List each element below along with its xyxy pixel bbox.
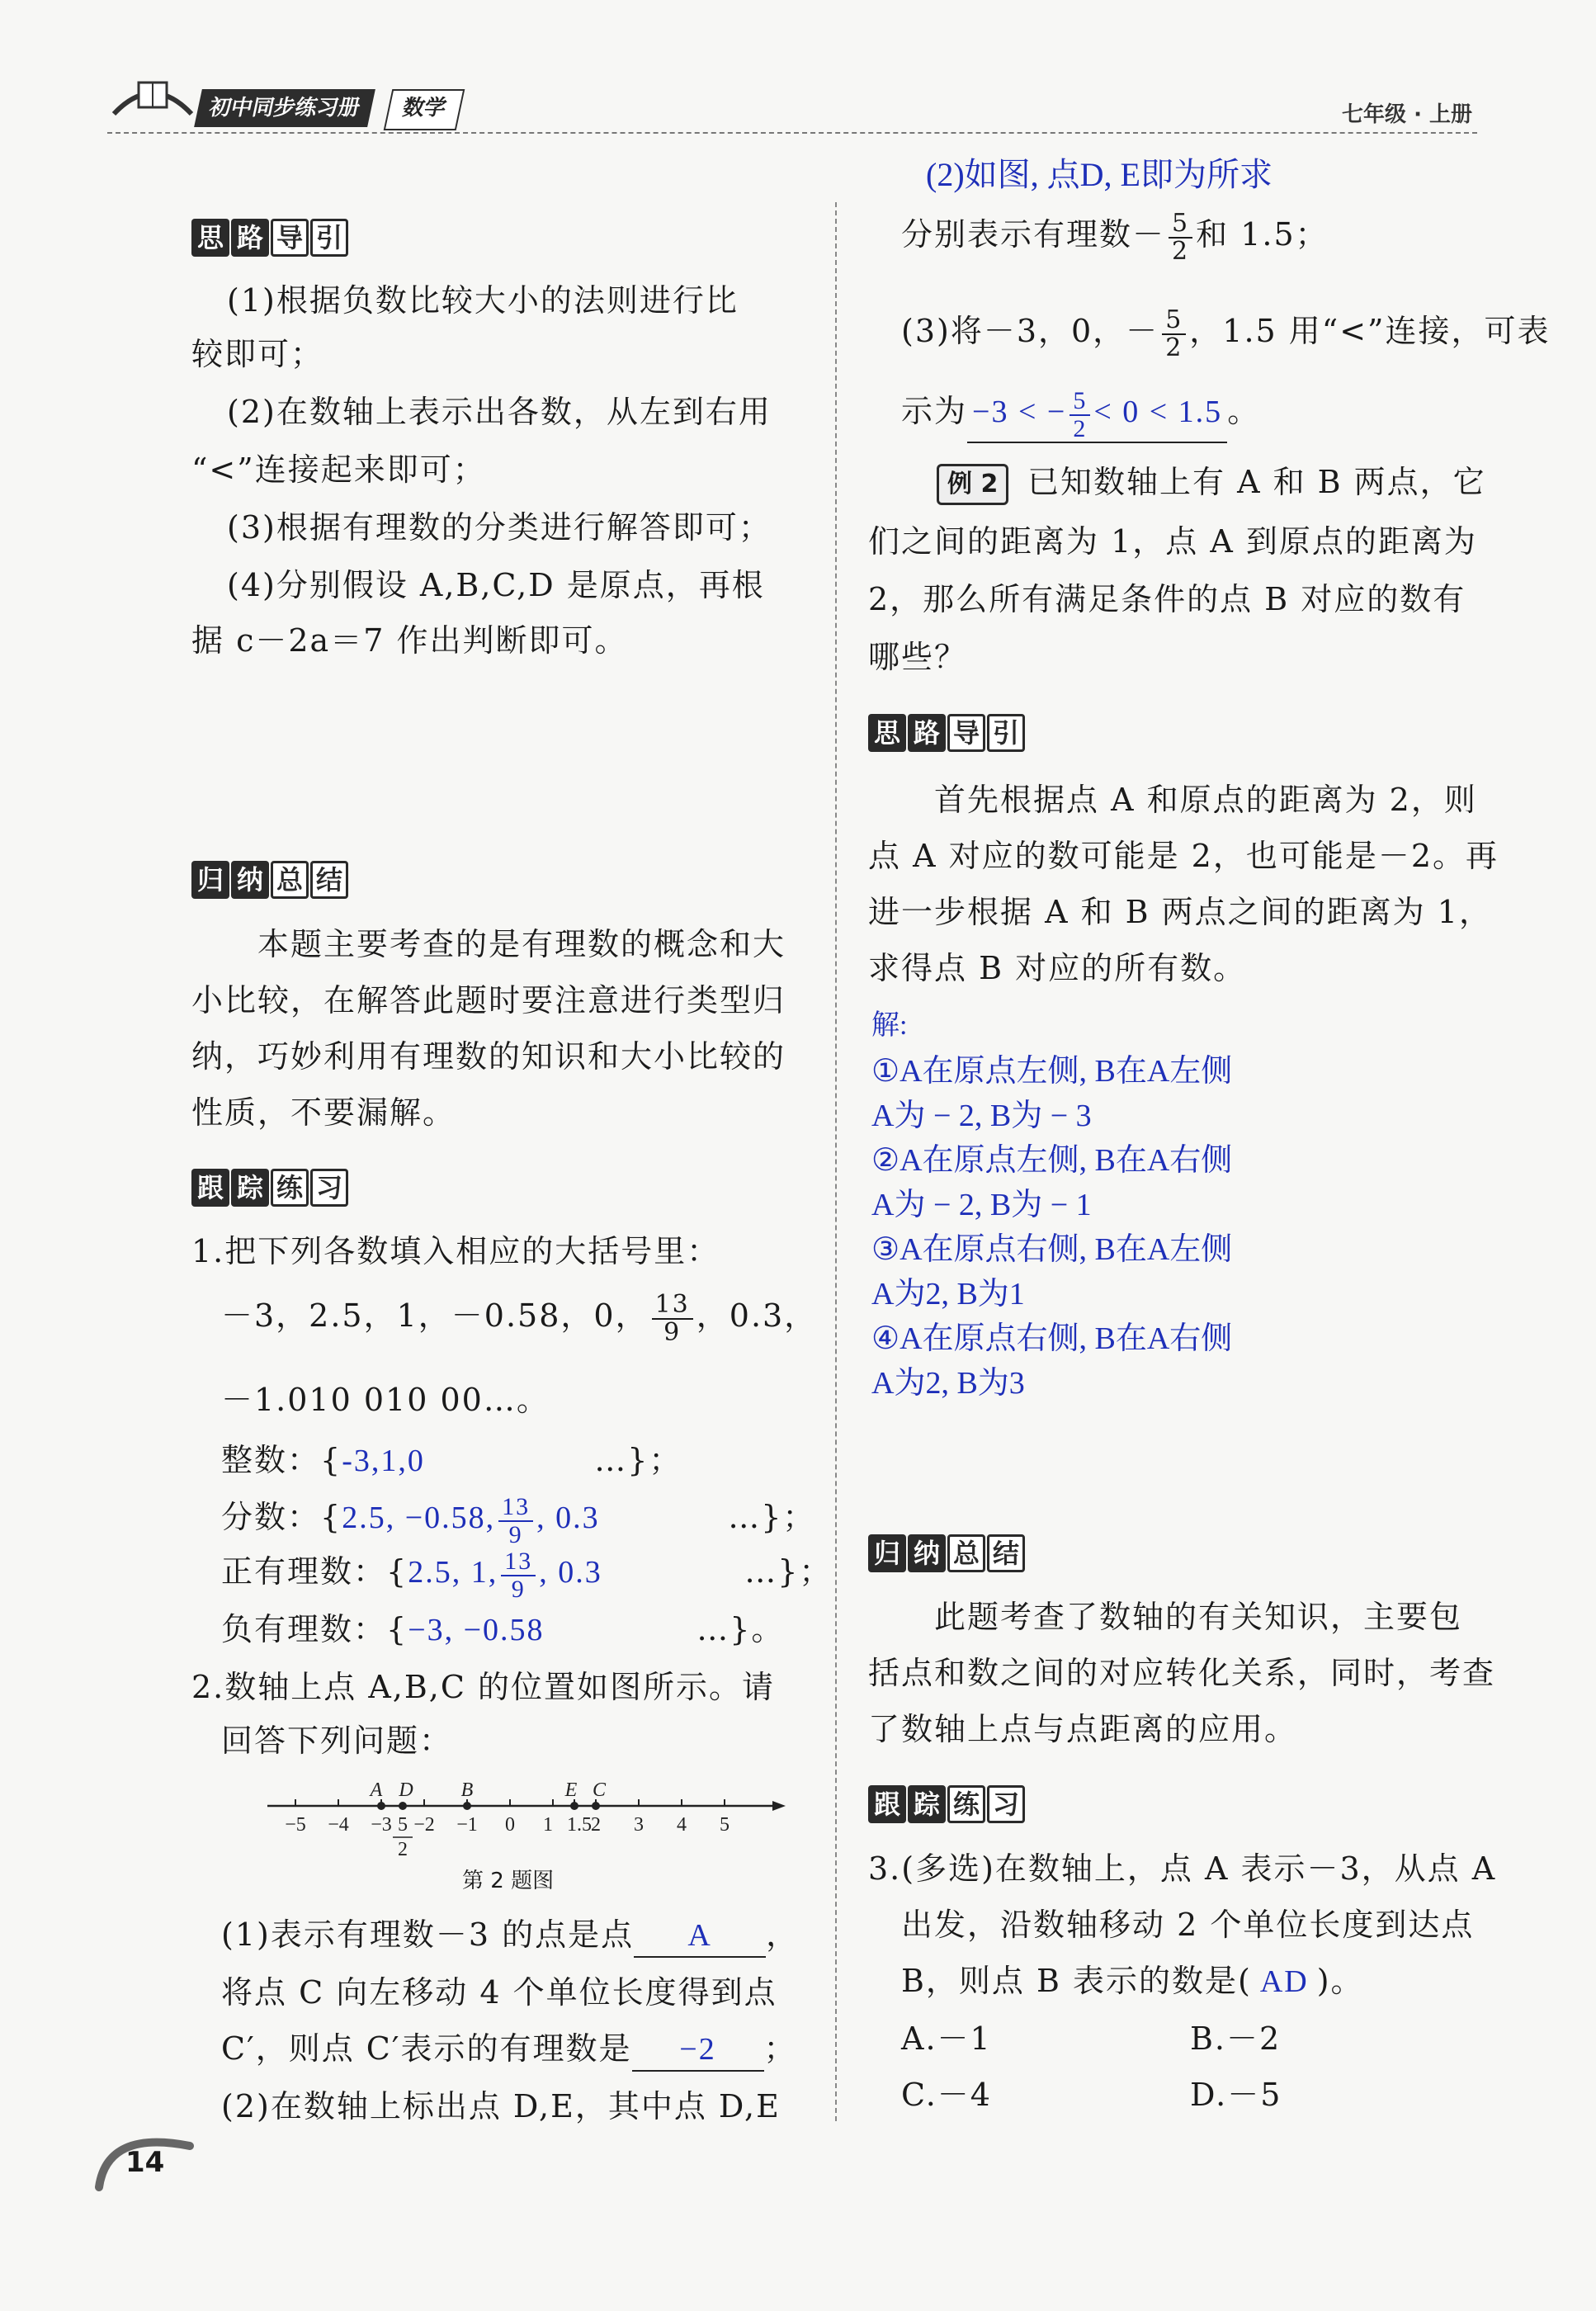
tick-label: 2 bbox=[591, 1814, 601, 1836]
question-3-stem bbox=[901, 1961, 1364, 2002]
heading-char: 引 bbox=[310, 219, 348, 257]
option-c[interactable]: C.－4 bbox=[901, 2077, 992, 2113]
tick-label: −2 bbox=[413, 1814, 435, 1836]
category-negative bbox=[221, 1609, 784, 1651]
category-end: …}； bbox=[744, 1553, 833, 1590]
category-end: …}； bbox=[728, 1499, 816, 1536]
answer-part: 2.5, −0.58, bbox=[342, 1500, 496, 1536]
answer-part: , 0.3 bbox=[539, 1555, 602, 1590]
handwritten-answer: −2 bbox=[679, 2032, 716, 2067]
option-b[interactable]: B.－2 bbox=[1190, 2020, 1282, 2057]
text-part: (3)将－3，0，－ bbox=[901, 313, 1159, 349]
heading-char: 总 bbox=[947, 1534, 985, 1572]
text-part: 和 1.5； bbox=[1196, 216, 1329, 253]
series-logo bbox=[107, 64, 198, 130]
text-line: (2)在数轴上表示出各数，从左到右用 bbox=[227, 394, 772, 430]
denominator: 9 bbox=[663, 1317, 682, 1347]
solution-line: ①A在原点左侧, B在A左侧 bbox=[871, 1054, 1233, 1089]
example-2-tag: 例 2 bbox=[937, 464, 1008, 505]
category-end: …}； bbox=[594, 1442, 682, 1478]
heading-char: 练 bbox=[271, 1169, 309, 1207]
tick-label: −4 bbox=[328, 1814, 349, 1836]
section-heading-genzong-2 bbox=[868, 1783, 1027, 1826]
tick-label: 1 bbox=[543, 1814, 553, 1836]
heading-char: 思 bbox=[868, 714, 906, 752]
numerator: 5 bbox=[1070, 388, 1090, 416]
text-line: 点 A 对应的数可能是 2，也可能是－2。再 bbox=[868, 838, 1499, 874]
number-line-figure bbox=[262, 1773, 791, 1864]
numerator: 5 bbox=[1169, 210, 1192, 239]
denominator: 2 bbox=[1172, 236, 1190, 266]
question-3-stem: 出发，沿数轴移动 2 个单位长度到达点 bbox=[901, 1907, 1475, 1943]
text-line: 小比较，在解答此题时要注意进行类型归 bbox=[191, 982, 786, 1018]
heading-char: 跟 bbox=[868, 1785, 906, 1823]
question-2-text bbox=[221, 2029, 797, 2072]
heading-char: 引 bbox=[987, 714, 1025, 752]
category-label: 负有理数：{ bbox=[221, 1611, 408, 1647]
question-2-text: 将点 C 向左移动 4 个单位长度得到点 bbox=[221, 1974, 777, 2011]
option-d[interactable]: D.－5 bbox=[1190, 2077, 1282, 2113]
denominator: 2 bbox=[1073, 414, 1088, 442]
heading-char: 归 bbox=[191, 861, 229, 899]
answer-blank bbox=[967, 388, 1227, 443]
handwritten-answer: A bbox=[687, 1918, 712, 1953]
heading-char: 结 bbox=[987, 1534, 1025, 1572]
denominator: 2 bbox=[1165, 333, 1183, 362]
solution-line: ②A在原点左侧, B在A右侧 bbox=[871, 1143, 1233, 1178]
text-line bbox=[901, 307, 1551, 361]
point-label: C bbox=[592, 1779, 607, 1801]
category-label: 分数：{ bbox=[221, 1499, 342, 1536]
fraction bbox=[652, 1292, 693, 1345]
section-heading-guina-2 bbox=[868, 1532, 1027, 1575]
section-heading-genzong-1 bbox=[191, 1166, 350, 1209]
answer-part: 2.5, 1, bbox=[408, 1555, 498, 1590]
text-line: (1)根据负数比较大小的法则进行比 bbox=[227, 282, 739, 319]
text-line: 们之间的距离为 1，点 A 到原点的距离为 bbox=[868, 523, 1477, 560]
text-line: 哪些？ bbox=[868, 639, 968, 675]
answer-part: < 0 < 1.5 bbox=[1093, 395, 1223, 430]
q-text: )。 bbox=[1316, 1963, 1364, 1999]
heading-char: 路 bbox=[231, 219, 269, 257]
q-text: (1)表示有理数－3 的点是点 bbox=[221, 1916, 635, 1953]
subject-label: 数学 bbox=[384, 89, 465, 130]
text-line: 求得点 B 对应的所有数。 bbox=[868, 950, 1247, 986]
numerator: 5 bbox=[1162, 307, 1186, 335]
page-number: 14 bbox=[125, 2146, 165, 2179]
handwritten-answer bbox=[408, 1548, 744, 1602]
option-a[interactable]: A.－1 bbox=[901, 2020, 992, 2057]
text-line: 了数轴上点与点距离的应用。 bbox=[868, 1711, 1298, 1747]
heading-char: 踪 bbox=[908, 1785, 946, 1823]
category-integer bbox=[221, 1440, 682, 1482]
fraction bbox=[1070, 388, 1090, 442]
section-heading-guina-1 bbox=[191, 858, 350, 901]
heading-char: 习 bbox=[310, 1169, 348, 1207]
text-line: 此题考查了数轴的有关知识，主要包 bbox=[934, 1599, 1463, 1635]
numerator: 13 bbox=[498, 1494, 533, 1522]
numbers-part: ，0.3， bbox=[696, 1297, 818, 1334]
sub-label-numerator: 5 bbox=[398, 1814, 408, 1836]
question-2-part-1 bbox=[221, 1915, 799, 1958]
numerator: 13 bbox=[652, 1292, 693, 1320]
fraction bbox=[1162, 307, 1186, 361]
heading-char: 导 bbox=[947, 714, 985, 752]
solution-line: A为 − 2, B为 − 1 bbox=[871, 1188, 1092, 1222]
text-line: 本题主要考查的是有理数的概念和大 bbox=[257, 926, 786, 962]
point-marker bbox=[377, 1802, 385, 1810]
q-text: C′，则点 C′表示的有理数是 bbox=[221, 2030, 632, 2067]
heading-char: 总 bbox=[271, 861, 309, 899]
handwritten-answer bbox=[972, 387, 1223, 442]
text-line: 括点和数之间的对应转化关系，同时，考查 bbox=[868, 1655, 1496, 1691]
text-line: 首先根据点 A 和原点的距离为 2，则 bbox=[934, 782, 1477, 818]
grade-label: 七年级 · 上册 bbox=[1342, 102, 1472, 127]
numbers-part: －3，2.5，1，－0.58，0， bbox=[221, 1297, 649, 1334]
point-label: D bbox=[399, 1779, 413, 1801]
point-marker bbox=[463, 1802, 471, 1810]
solution-line: A为2, B为3 bbox=[871, 1366, 1025, 1401]
question-1-stem: 1.把下列各数填入相应的大括号里： bbox=[191, 1233, 720, 1269]
handwritten-answer: -3,1,0 bbox=[342, 1444, 425, 1478]
text-line: 已知数轴上有 A 和 B 两点，它 bbox=[1027, 464, 1486, 500]
section-heading-siluyin-2 bbox=[868, 711, 1027, 754]
heading-char: 思 bbox=[191, 219, 229, 257]
text-line bbox=[901, 210, 1329, 264]
question-2-part-2: (2)在数轴上标出点 D,E，其中点 D,E bbox=[221, 2088, 781, 2124]
point-label: B bbox=[460, 1779, 474, 1801]
heading-char: 纳 bbox=[231, 861, 269, 899]
heading-char: 练 bbox=[947, 1785, 985, 1823]
heading-char: 踪 bbox=[231, 1169, 269, 1207]
fraction bbox=[501, 1548, 536, 1602]
point-label: A bbox=[370, 1779, 383, 1801]
tick-label: −1 bbox=[456, 1814, 478, 1836]
point-label: E bbox=[564, 1779, 578, 1801]
denominator: 9 bbox=[508, 1520, 523, 1548]
solution-line: A为 − 2, B为 − 3 bbox=[871, 1099, 1092, 1133]
solution-line: ③A在原点右侧, B在A左侧 bbox=[871, 1232, 1233, 1267]
category-label: 整数：{ bbox=[221, 1442, 342, 1478]
heading-char: 路 bbox=[908, 714, 946, 752]
heading-char: 习 bbox=[987, 1785, 1025, 1823]
tick-label: 0 bbox=[505, 1814, 515, 1836]
category-fraction bbox=[221, 1494, 815, 1548]
heading-char: 导 bbox=[271, 219, 309, 257]
point-marker bbox=[399, 1802, 407, 1810]
handwritten-answer bbox=[342, 1494, 728, 1548]
series-title: 初中同步练习册 bbox=[194, 89, 375, 127]
text-line bbox=[901, 388, 1260, 443]
handwritten-answer: −3, −0.58 bbox=[408, 1613, 545, 1647]
handwritten-answer: AD bbox=[1259, 1964, 1309, 1999]
question-1-numbers-cont: －1.010 010 00…。 bbox=[221, 1382, 550, 1418]
category-label: 正有理数：{ bbox=[221, 1553, 408, 1590]
point-marker bbox=[570, 1802, 578, 1810]
tick-label: −5 bbox=[285, 1814, 306, 1836]
answer-blank bbox=[634, 1915, 766, 1958]
text-line: 2，那么所有满足条件的点 B 对应的数有 bbox=[868, 581, 1466, 617]
solution-line: ④A在原点右侧, B在A右侧 bbox=[871, 1321, 1233, 1356]
q-text: ； bbox=[763, 2030, 797, 2067]
numerator: 13 bbox=[501, 1548, 536, 1576]
tick-label: 4 bbox=[677, 1814, 687, 1836]
answer-blank bbox=[632, 2029, 764, 2072]
tick-label: 5 bbox=[720, 1814, 730, 1836]
category-end: …}。 bbox=[696, 1611, 785, 1647]
text-line: 据 c－2a＝7 作出判断即可。 bbox=[191, 622, 628, 659]
text-line: (4)分别假设 A,B,C,D 是原点，再根 bbox=[227, 567, 765, 603]
heading-char: 结 bbox=[310, 861, 348, 899]
sub-label-denominator: 2 bbox=[398, 1839, 408, 1860]
figure-caption: 第 2 题图 bbox=[462, 1869, 555, 1893]
header-divider bbox=[107, 132, 1477, 134]
tick-label: 1.5 bbox=[567, 1814, 592, 1836]
question-3-stem: 3.(多选)在数轴上，点 A 表示－3，从点 A bbox=[868, 1850, 1497, 1887]
fraction bbox=[498, 1494, 533, 1548]
handwritten-answer-2: (2)如图, 点D, E即为所求 bbox=[926, 156, 1273, 193]
text-line: 较即可； bbox=[191, 336, 324, 372]
text-part: ，1.5 用“<”连接，可表 bbox=[1189, 313, 1551, 349]
q-text: ， bbox=[766, 1916, 800, 1953]
text-line: 进一步根据 A 和 B 两点之间的距离为 1， bbox=[868, 894, 1492, 930]
column-divider bbox=[835, 202, 837, 2121]
question-2-stem: 2.数轴上点 A,B,C 的位置如图所示。请 bbox=[191, 1669, 776, 1705]
text-line: (3)根据有理数的分类进行解答即可； bbox=[227, 509, 772, 546]
text-part: 示为 bbox=[901, 393, 968, 430]
text-part: 分别表示有理数－ bbox=[901, 216, 1166, 253]
q-text: B，则点 B 表示的数是( bbox=[901, 1963, 1252, 1999]
number-line-svg bbox=[262, 1773, 791, 1864]
solution-line: 解: bbox=[871, 1010, 908, 1041]
section-heading-siluyin-1 bbox=[191, 216, 350, 259]
fraction bbox=[1169, 210, 1192, 264]
denominator: 9 bbox=[511, 1575, 526, 1603]
heading-char: 跟 bbox=[191, 1169, 229, 1207]
text-line: “<”连接起来即可； bbox=[191, 451, 486, 488]
text-part: 。 bbox=[1227, 393, 1261, 430]
answer-part: , 0.3 bbox=[536, 1500, 600, 1536]
question-2-stem: 回答下列问题： bbox=[221, 1723, 453, 1759]
answer-part: −3 < − bbox=[972, 395, 1067, 430]
heading-char: 纳 bbox=[908, 1534, 946, 1572]
tick-label: 3 bbox=[634, 1814, 644, 1836]
axis-arrow-icon bbox=[772, 1801, 786, 1811]
tick-label: −3 bbox=[371, 1814, 392, 1836]
category-positive bbox=[221, 1548, 832, 1602]
point-marker bbox=[592, 1802, 600, 1810]
solution-line: A为2, B为1 bbox=[871, 1277, 1025, 1311]
heading-char: 归 bbox=[868, 1534, 906, 1572]
text-line: 纳，巧妙利用有理数的知识和大小比较的 bbox=[191, 1038, 786, 1075]
text-line: 性质，不要漏解。 bbox=[191, 1094, 456, 1131]
question-1-numbers bbox=[221, 1292, 817, 1345]
